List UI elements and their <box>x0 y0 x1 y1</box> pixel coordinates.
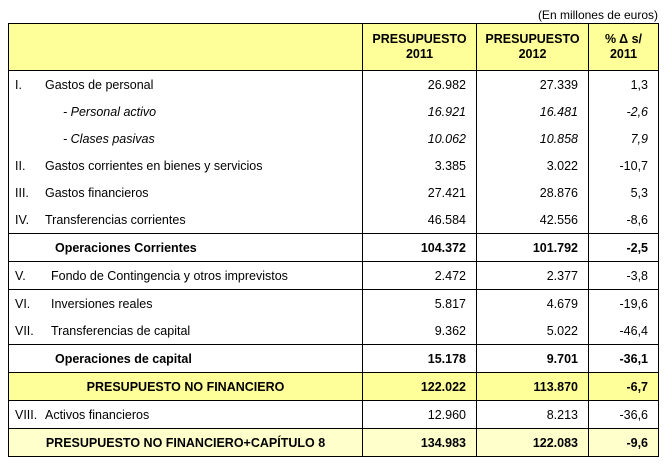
value-pct: 7,9 <box>589 125 659 152</box>
header-pct <box>589 24 659 71</box>
value-2012: 42.556 <box>477 206 589 234</box>
value-pct: -8,6 <box>589 206 659 234</box>
table-row <box>9 125 659 152</box>
units-note: (En millones de euros) <box>537 8 658 22</box>
row-label: II. Gastos corrientes en bienes y servicios <box>9 152 363 179</box>
header-pct-line2: 2011 <box>609 47 638 61</box>
header-2012-line1: PRESUPUESTO <box>485 32 580 46</box>
value-2012: 4.679 <box>477 290 589 318</box>
value-2011: 15.178 <box>363 345 477 373</box>
value-pct: -2,5 <box>589 234 659 262</box>
value-2011: 9.362 <box>363 317 477 345</box>
table-row <box>9 401 659 429</box>
header-2012-line2: 2012 <box>518 47 547 61</box>
value-pct: -10,7 <box>589 152 659 179</box>
value-2012: 5.022 <box>477 317 589 345</box>
budget-table <box>8 23 659 457</box>
header-pct-line1: % Δ s/ <box>604 32 642 46</box>
value-pct: -19,6 <box>589 290 659 318</box>
table-row <box>9 71 659 99</box>
row-label: VII. Transferencias de capital <box>9 317 363 345</box>
value-2011: 27.421 <box>363 179 477 206</box>
value-2011: 26.982 <box>363 71 477 99</box>
table-row <box>9 290 659 318</box>
table-row <box>9 317 659 345</box>
row-label: Operaciones Corrientes <box>9 234 363 262</box>
value-pct: -2,6 <box>589 98 659 125</box>
row-label: I. Gastos de personal <box>9 71 363 99</box>
value-pct: -36,1 <box>589 345 659 373</box>
header-row <box>9 24 659 71</box>
header-2011 <box>363 24 477 71</box>
value-2012: 2.377 <box>477 262 589 290</box>
value-2012: 101.792 <box>477 234 589 262</box>
value-pct: -9,6 <box>589 429 659 457</box>
value-2011: 16.921 <box>363 98 477 125</box>
row-label: PRESUPUESTO NO FINANCIERO+CAPÍTULO 8 <box>9 429 363 457</box>
table-row <box>9 206 659 234</box>
value-2011: 104.372 <box>363 234 477 262</box>
value-2011: 12.960 <box>363 401 477 429</box>
table-row <box>9 262 659 290</box>
header-concept <box>9 24 363 71</box>
row-label: IV. Transferencias corrientes <box>9 206 363 234</box>
table-row <box>9 98 659 125</box>
value-2011: 10.062 <box>363 125 477 152</box>
value-pct: 5,3 <box>589 179 659 206</box>
value-2011: 46.584 <box>363 206 477 234</box>
value-2012: 3.022 <box>477 152 589 179</box>
value-pct: -46,4 <box>589 317 659 345</box>
value-pct: 1,3 <box>589 71 659 99</box>
value-2012: 28.876 <box>477 179 589 206</box>
highlight-row <box>9 373 659 401</box>
row-label: PRESUPUESTO NO FINANCIERO <box>9 373 363 401</box>
table-row <box>9 179 659 206</box>
value-2012: 27.339 <box>477 71 589 99</box>
value-2012: 122.083 <box>477 429 589 457</box>
row-label: - Personal activo <box>9 98 363 125</box>
value-2012: 16.481 <box>477 98 589 125</box>
value-2012: 10.858 <box>477 125 589 152</box>
value-2012: 113.870 <box>477 373 589 401</box>
value-2011: 3.385 <box>363 152 477 179</box>
table-row <box>9 152 659 179</box>
value-2012: 8.213 <box>477 401 589 429</box>
header-2011-line1: PRESUPUESTO <box>372 32 467 46</box>
value-2011: 122.022 <box>363 373 477 401</box>
value-pct: -36,6 <box>589 401 659 429</box>
value-2012: 9.701 <box>477 345 589 373</box>
row-label: VIII. Activos financieros <box>9 401 363 429</box>
subtotal-row <box>9 234 659 262</box>
header-2011-line2: 2011 <box>405 47 434 61</box>
row-label: V. Fondo de Contingencia y otros imprevistos <box>9 262 363 290</box>
row-label: - Clases pasivas <box>9 125 363 152</box>
value-2011: 2.472 <box>363 262 477 290</box>
row-label: VI. Inversiones reales <box>9 290 363 318</box>
subtotal-row <box>9 345 659 373</box>
value-pct: -3,8 <box>589 262 659 290</box>
row-label: III. Gastos financieros <box>9 179 363 206</box>
value-2011: 5.817 <box>363 290 477 318</box>
header-2012 <box>477 24 589 71</box>
value-pct: -6,7 <box>589 373 659 401</box>
row-label: Operaciones de capital <box>9 345 363 373</box>
grand-total-row <box>9 429 659 457</box>
value-2011: 134.983 <box>363 429 477 457</box>
